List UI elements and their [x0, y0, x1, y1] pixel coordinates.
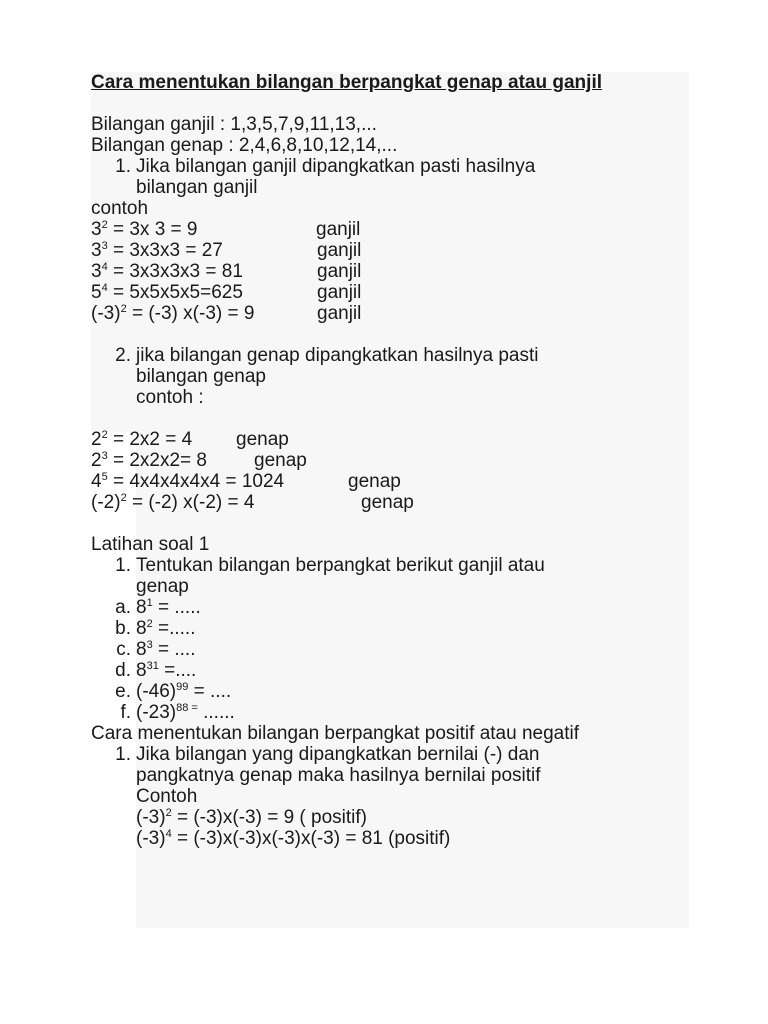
example-base: 5	[91, 282, 102, 303]
example-label: ganjil	[317, 240, 362, 261]
item-base: 8	[136, 660, 147, 681]
example-exponent: 2	[101, 429, 108, 441]
document-title: Cara menentukan bilangan berpangkat genap atau ganjil	[91, 72, 602, 93]
item-letter: b.	[115, 618, 131, 639]
example-expression: = (-2) x(-2) = 4	[126, 492, 255, 513]
example-expression: = 2x2x2= 8	[107, 450, 207, 471]
latihan-line-2: genap	[136, 576, 189, 597]
spacer	[91, 93, 691, 114]
example-expression: = 3x3x3 = 27	[107, 240, 223, 261]
item-letter: f.	[120, 702, 131, 723]
item-base: 8	[136, 618, 147, 639]
example-base: (-3)	[91, 303, 121, 324]
item-letter: d.	[115, 660, 131, 681]
item-exponent: 3	[146, 639, 153, 651]
example-expression: = (-3)x(-3) = 9 ( positif)	[171, 807, 368, 828]
exercise-item	[91, 597, 691, 618]
example-exponent: 2	[101, 219, 108, 231]
odd-example	[91, 261, 691, 282]
example-label: ganjil	[316, 219, 361, 240]
example-base: 2	[91, 450, 102, 471]
exercise-item	[91, 660, 691, 681]
example-base: (-2)	[91, 492, 121, 513]
item-blank: = ....	[152, 639, 196, 660]
list-number: 1.	[115, 744, 131, 765]
item-exponent: 99	[176, 681, 189, 693]
sign-contoh-label: Contoh	[136, 786, 198, 807]
example-exponent: 2	[165, 807, 172, 819]
example-exponent: 2	[120, 492, 127, 504]
odd-example	[91, 240, 691, 261]
rule-2-line-2: bilangan genap	[136, 366, 266, 387]
list-number: 2.	[115, 345, 131, 366]
example-base: 4	[91, 471, 102, 492]
example-base: (-3)	[136, 828, 166, 849]
rule-1-line-1: Jika bilangan ganjil dipangkatkan pasti hasilnya	[136, 156, 536, 177]
rule-2-line-1: jika bilangan genap dipangkatkan hasilnya pasti	[136, 345, 539, 366]
sign-example	[91, 828, 691, 849]
example-expression: = (-3)x(-3)x(-3)x(-3) = 81 (positif)	[171, 828, 451, 849]
example-label: genap	[254, 450, 307, 471]
rule-2	[91, 345, 691, 366]
example-expression: = 5x5x5x5=625	[107, 282, 243, 303]
example-expression: = 4x4x4x4x4 = 1024	[107, 471, 285, 492]
document-body	[91, 72, 691, 849]
item-exponent: 31	[146, 660, 159, 672]
example-label: genap	[236, 429, 289, 450]
exercise-item	[91, 702, 691, 723]
item-base: 8	[136, 597, 147, 618]
exercise-item	[91, 681, 691, 702]
example-base: 3	[91, 219, 102, 240]
latihan-question	[91, 555, 691, 576]
contoh-label: contoh	[91, 198, 149, 219]
item-letter: e.	[115, 681, 131, 702]
example-exponent: 4	[101, 282, 108, 294]
definition-even: Bilangan genap : 2,4,6,8,10,12,14,...	[91, 135, 398, 156]
example-exponent: 3	[101, 240, 108, 252]
example-expression: = 2x2 = 4	[107, 429, 193, 450]
example-label: ganjil	[317, 282, 362, 303]
example-label: genap	[361, 492, 414, 513]
odd-example	[91, 219, 691, 240]
example-label: ganjil	[317, 303, 362, 324]
even-example	[91, 429, 691, 450]
item-blank: =....	[158, 660, 197, 681]
sign-rule-1	[91, 744, 691, 765]
example-exponent: 4	[101, 261, 108, 273]
item-exponent: 1	[146, 597, 153, 609]
item-base: (-23)	[136, 702, 177, 723]
rule-1	[91, 156, 691, 177]
item-blank: ......	[197, 702, 235, 723]
example-base: 3	[91, 261, 102, 282]
latihan-heading: Latihan soal 1	[91, 534, 210, 555]
odd-example	[91, 282, 691, 303]
spacer	[91, 408, 691, 429]
exercise-item	[91, 618, 691, 639]
item-base: 8	[136, 639, 147, 660]
item-exponent: 88 =	[176, 702, 198, 714]
example-base: (-3)	[136, 807, 166, 828]
item-blank: = .....	[152, 597, 201, 618]
item-letter: a.	[115, 597, 131, 618]
item-blank: =.....	[152, 618, 196, 639]
list-number: 1.	[115, 555, 131, 576]
example-base: 3	[91, 240, 102, 261]
rule-2-contoh: contoh :	[136, 387, 204, 408]
example-exponent: 2	[120, 303, 127, 315]
sign-rule-line-1: Jika bilangan yang dipangkatkan bernilai (-) dan	[136, 744, 540, 765]
example-expression: = (-3) x(-3) = 9	[126, 303, 255, 324]
even-example	[91, 450, 691, 471]
sign-rule-line-2: pangkatnya genap maka hasilnya bernilai positif	[136, 765, 541, 786]
example-expression: = 3x 3 = 9	[107, 219, 198, 240]
sign-section-heading: Cara menentukan bilangan berpangkat positif atau negatif	[91, 723, 580, 744]
exercise-item	[91, 639, 691, 660]
item-exponent: 2	[146, 618, 153, 630]
definition-odd: Bilangan ganjil : 1,3,5,7,9,11,13,...	[91, 114, 377, 135]
example-exponent: 4	[165, 828, 172, 840]
item-letter: c.	[116, 639, 131, 660]
example-expression: = 3x3x3x3 = 81	[107, 261, 243, 282]
example-label: genap	[348, 471, 401, 492]
odd-example	[91, 303, 691, 324]
item-base: (-46)	[136, 681, 177, 702]
latihan-line-1: Tentukan bilangan berpangkat berikut ganjil atau	[136, 555, 545, 576]
even-example	[91, 471, 691, 492]
spacer	[91, 513, 691, 534]
example-exponent: 5	[101, 471, 108, 483]
example-base: 2	[91, 429, 102, 450]
list-number: 1.	[115, 156, 131, 177]
example-exponent: 3	[101, 450, 108, 462]
example-label: ganjil	[317, 261, 362, 282]
spacer	[91, 324, 691, 345]
even-example	[91, 492, 691, 513]
sign-example	[91, 807, 691, 828]
rule-1-line-2: bilangan ganjil	[136, 177, 258, 198]
item-blank: = ....	[188, 681, 232, 702]
